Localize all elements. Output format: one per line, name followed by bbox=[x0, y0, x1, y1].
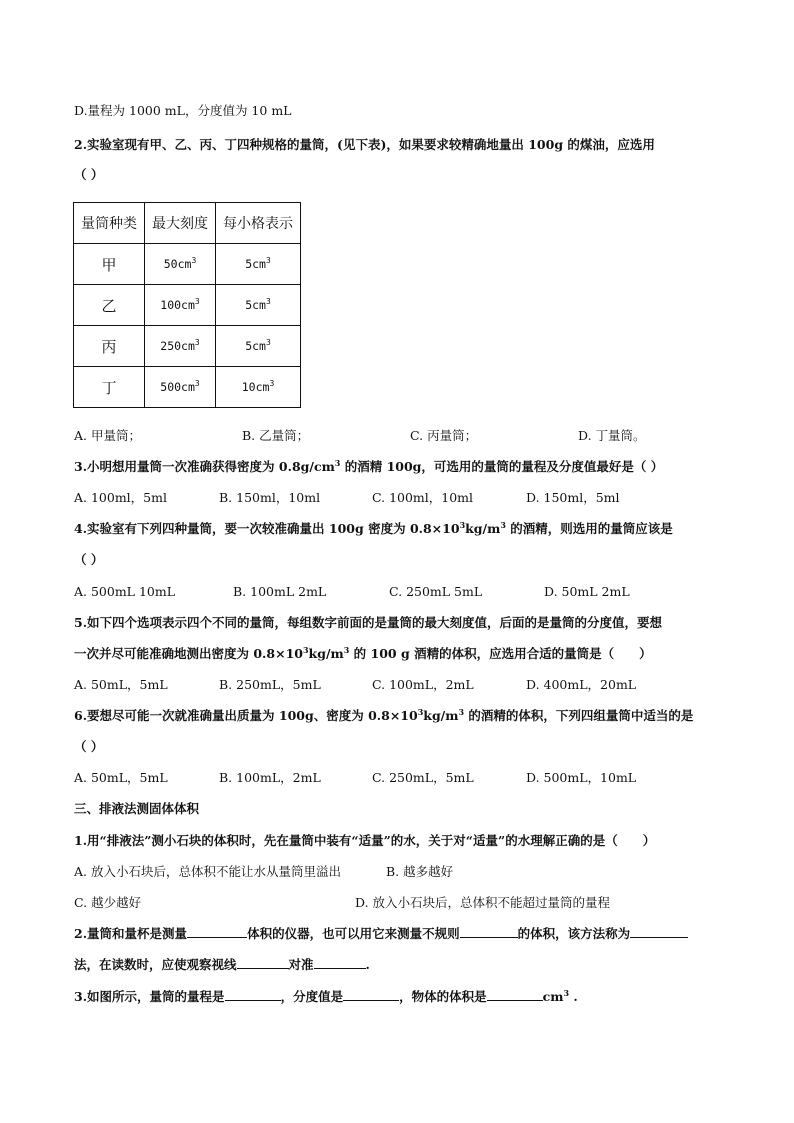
q4-option-c: C. 250mL 5mL bbox=[389, 584, 483, 599]
unit-exponent: 3 bbox=[265, 297, 271, 306]
max-scale-cell bbox=[145, 326, 216, 367]
q6-option-b: B. 100mL，2mL bbox=[219, 770, 321, 785]
section-heading: 三、排液法测固体体积 bbox=[74, 801, 200, 816]
step-value: 5cm bbox=[245, 339, 266, 353]
q4-option-b: B. 100mL 2mL bbox=[233, 584, 327, 599]
q3-stem-text-end: 的酒精 100g，可选用的量筒的量程及分度值最好是（ ） bbox=[340, 459, 664, 474]
s2-text: 体积的仪器，也可以用它来测量不规则 bbox=[247, 926, 460, 941]
q4-option-d: D. 50mL 2mL bbox=[544, 584, 630, 599]
unit-exponent: 3 bbox=[500, 520, 506, 530]
table-row bbox=[74, 285, 301, 326]
q3-option-b: B. 150ml，10ml bbox=[219, 490, 321, 505]
q1-option-d: D.量程为 1000 mL，分度值为 10 mL bbox=[74, 103, 292, 118]
max-scale: 50cm bbox=[163, 257, 192, 271]
max-scale: 100cm bbox=[160, 298, 195, 312]
max-scale: 500cm bbox=[160, 380, 195, 394]
answer-blank[interactable] bbox=[187, 925, 247, 938]
step-cell bbox=[216, 244, 301, 285]
unit-exponent: 3 bbox=[191, 256, 197, 265]
q5-unit: kg/m bbox=[308, 646, 344, 661]
unit-exponent: 3 bbox=[265, 256, 271, 265]
s1-option-a: A. 放入小石块后，总体积不能让水从量筒里溢出 bbox=[74, 864, 341, 879]
s2-text: 法，在读数时，应使观察视线 bbox=[74, 957, 237, 972]
q6-stem-text: 6.要想尽可能一次就准确量出质量为 100g、密度为 0.8×10 bbox=[74, 708, 418, 723]
s1-option-c: C. 越少越好 bbox=[74, 895, 142, 910]
q2-option-d: D. 丁量筒。 bbox=[578, 428, 646, 443]
max-scale: 250cm bbox=[160, 339, 195, 353]
s3-unit: cm bbox=[542, 989, 564, 1004]
step-cell bbox=[216, 326, 301, 367]
q5-stem-text-end: 的 100 g 酒精的体积，应选用合适的量筒是（ ） bbox=[349, 646, 652, 661]
answer-blank[interactable] bbox=[630, 925, 688, 938]
step-cell bbox=[216, 367, 301, 408]
q5-option-a: A. 50mL，5mL bbox=[74, 677, 168, 692]
unit-exponent: 3 bbox=[269, 379, 275, 388]
max-scale-cell bbox=[145, 244, 216, 285]
q3-option-c: C. 100ml，10ml bbox=[372, 490, 474, 505]
step-value: 5cm bbox=[245, 298, 266, 312]
s3-stem bbox=[74, 988, 578, 1006]
step-cell bbox=[216, 285, 301, 326]
answer-blank[interactable] bbox=[314, 956, 366, 969]
q5-stem-line2 bbox=[74, 645, 652, 663]
answer-blank[interactable] bbox=[343, 988, 399, 1001]
q2-answer-bracket: （ ） bbox=[74, 167, 104, 182]
answer-blank[interactable] bbox=[460, 925, 518, 938]
unit-exponent: 3 bbox=[343, 645, 350, 655]
q5-option-b: B. 250mL，5mL bbox=[219, 677, 321, 692]
s2-stem-line2 bbox=[74, 956, 370, 974]
table-row bbox=[74, 367, 301, 408]
cylinder-name: 丙 bbox=[74, 326, 145, 367]
cylinder-name: 甲 bbox=[74, 244, 145, 285]
q2-option-c: C. 丙量筒； bbox=[410, 428, 478, 443]
q3-stem-text: 3.小明想用量筒一次准确获得密度为 0.8g/cm bbox=[74, 459, 335, 474]
q4-answer-bracket: （ ） bbox=[74, 552, 104, 567]
q3-option-d: D. 150ml，5ml bbox=[526, 490, 620, 505]
q6-option-a: A. 50mL，5mL bbox=[74, 770, 168, 785]
unit-exponent: 3 bbox=[194, 379, 200, 388]
cylinder-name: 丁 bbox=[74, 367, 145, 408]
unit-exponent: 3 bbox=[265, 338, 271, 347]
step-value: 5cm bbox=[245, 257, 266, 271]
q4-stem-text: 4.实验室有下列四种量筒，要一次较准确量出 100g 密度为 0.8×10 bbox=[74, 521, 460, 536]
q6-option-d: D. 500mL，10mL bbox=[526, 770, 637, 785]
q6-option-c: C. 250mL，5mL bbox=[372, 770, 474, 785]
s2-text: . bbox=[365, 957, 370, 972]
q6-answer-bracket: （ ） bbox=[74, 739, 104, 754]
s3-text: . bbox=[569, 989, 578, 1004]
q6-unit: kg/m bbox=[423, 708, 459, 723]
q4-stem bbox=[74, 520, 673, 538]
q2-option-b: B. 乙量筒； bbox=[242, 428, 310, 443]
unit-exponent: 3 bbox=[302, 645, 309, 655]
q5-stem-text: 一次并尽可能准确地测出密度为 0.8×10 bbox=[74, 646, 303, 661]
unit-exponent: 3 bbox=[334, 458, 341, 468]
s3-text: 3.如图所示，量筒的量程是 bbox=[74, 989, 225, 1004]
s2-text: 2.量筒和量杯是测量 bbox=[74, 926, 188, 941]
q3-stem bbox=[74, 458, 663, 476]
s3-text: ，分度值是 bbox=[280, 989, 344, 1004]
cylinder-name: 乙 bbox=[74, 285, 145, 326]
table-row bbox=[74, 326, 301, 367]
q5-option-c: C. 100mL，2mL bbox=[372, 677, 474, 692]
max-scale-cell bbox=[145, 285, 216, 326]
unit-exponent: 3 bbox=[417, 707, 424, 717]
s2-text: 对准 bbox=[288, 957, 314, 972]
step-value: 10cm bbox=[241, 380, 270, 394]
s2-stem bbox=[74, 925, 688, 943]
unit-exponent: 3 bbox=[194, 297, 200, 306]
q3-option-a: A. 100ml，5ml bbox=[74, 490, 167, 505]
unit-exponent: 3 bbox=[458, 707, 465, 717]
unit-exponent: 3 bbox=[563, 988, 570, 998]
q2-stem: 2.实验室现有甲、乙、丙、丁四种规格的量筒，(见下表)，如果要求较精确地量出 100g 的煤油，应选用 bbox=[74, 137, 655, 152]
table-row bbox=[74, 244, 301, 285]
q4-unit: kg/m bbox=[465, 521, 501, 536]
q5-stem: 5.如下四个选项表示四个不同的量筒，每组数字前面的是量筒的最大刻度值，后面的是量筒的分度值，要想 bbox=[74, 615, 663, 630]
unit-exponent: 3 bbox=[459, 520, 466, 530]
max-scale-cell bbox=[145, 367, 216, 408]
q4-stem-text-end: 的酒精，则选用的量筒应该是 bbox=[505, 521, 673, 536]
s1-option-d: D. 放入小石块后，总体积不能超过量筒的量程 bbox=[355, 895, 611, 910]
s3-text: ，物体的体积是 bbox=[399, 989, 487, 1004]
q6-stem-text-end: 的酒精的体积，下列四组量筒中适当的是 bbox=[464, 708, 694, 723]
s1-option-b: B. 越多越好 bbox=[386, 864, 454, 879]
q5-option-d: D. 400mL，20mL bbox=[526, 677, 637, 692]
answer-blank[interactable] bbox=[225, 988, 281, 1001]
q2-option-a: A. 甲量筒； bbox=[74, 428, 141, 443]
table-header-cell: 最大刻度 bbox=[145, 203, 216, 244]
q4-option-a: A. 500mL 10mL bbox=[74, 584, 176, 599]
table-header-row bbox=[74, 203, 301, 244]
s2-text: 的体积，该方法称为 bbox=[517, 926, 631, 941]
answer-blank[interactable] bbox=[237, 956, 289, 969]
answer-blank[interactable] bbox=[487, 988, 543, 1001]
unit-exponent: 3 bbox=[194, 338, 200, 347]
q6-stem bbox=[74, 707, 693, 725]
table-header-cell: 量筒种类 bbox=[74, 203, 145, 244]
cylinder-spec-table bbox=[73, 202, 301, 408]
s1-stem: 1.用“排液法”测小石块的体积时，先在量筒中装有“适量”的水，关于对“适量”的水理解正确的是（ ） bbox=[74, 833, 656, 848]
table-header-cell: 每小格表示 bbox=[216, 203, 301, 244]
